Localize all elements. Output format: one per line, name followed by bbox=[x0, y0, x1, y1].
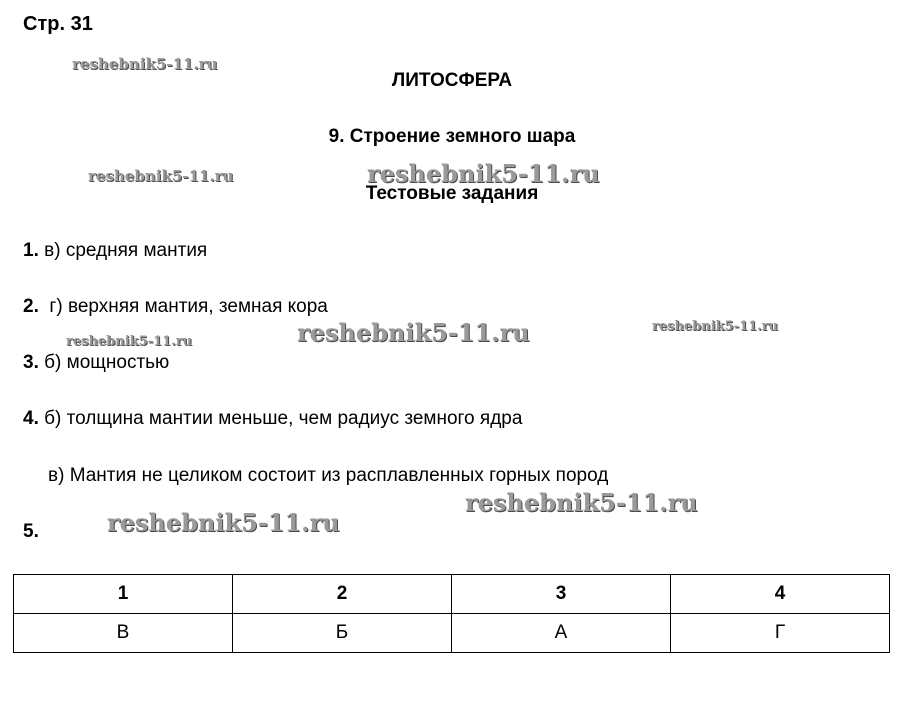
watermark: reshebnik5-11.ru bbox=[66, 334, 193, 349]
answer-5 bbox=[23, 521, 39, 543]
answer-3 bbox=[23, 352, 169, 374]
section-title: ЛИТОСФЕРА bbox=[391, 70, 513, 91]
subtitle: Тестовые задания bbox=[365, 183, 539, 204]
answer-number: 3. bbox=[23, 352, 39, 373]
answer-2 bbox=[23, 296, 328, 318]
table-header-cell: 3 bbox=[452, 575, 671, 614]
table-header-cell: 4 bbox=[671, 575, 890, 614]
table-cell: Г bbox=[671, 614, 890, 653]
answer-4-b bbox=[48, 465, 608, 487]
answer-4 bbox=[23, 408, 522, 430]
watermark: reshebnik5-11.ru bbox=[465, 488, 698, 517]
watermark: reshebnik5-11.ru bbox=[72, 55, 218, 73]
page-label: Стр. 31 bbox=[23, 13, 93, 35]
table-header-cell: 2 bbox=[233, 575, 452, 614]
answer-text: б) толщина мантии меньше, чем радиус земного ядра bbox=[38, 408, 523, 429]
table-row bbox=[14, 614, 890, 653]
watermark: reshebnik5-11.ru bbox=[367, 159, 600, 188]
table-cell: А bbox=[452, 614, 671, 653]
answer-number: 5. bbox=[23, 521, 39, 542]
answer-number: 4. bbox=[23, 408, 39, 429]
answer-text: в) Мантия не целиком состоит из расплавленных горных пород bbox=[48, 465, 609, 486]
table-header-cell: 1 bbox=[14, 575, 233, 614]
answer-1 bbox=[23, 240, 207, 262]
answer-text: г) верхняя мантия, земная кора bbox=[38, 296, 328, 317]
watermark: reshebnik5-11.ru bbox=[652, 319, 779, 334]
table-cell: В bbox=[14, 614, 233, 653]
table-cell: Б bbox=[233, 614, 452, 653]
table-header-row bbox=[14, 575, 890, 614]
topic-title: 9. Строение земного шара bbox=[328, 126, 576, 147]
answer-table bbox=[13, 574, 890, 653]
answer-text: б) мощностью bbox=[38, 352, 170, 373]
answer-number: 2. bbox=[23, 296, 39, 317]
watermark: reshebnik5-11.ru bbox=[88, 167, 234, 185]
answer-text: в) средняя мантия bbox=[38, 240, 208, 261]
answer-number: 1. bbox=[23, 240, 39, 261]
watermark: reshebnik5-11.ru bbox=[107, 508, 340, 537]
watermark: reshebnik5-11.ru bbox=[297, 318, 530, 347]
